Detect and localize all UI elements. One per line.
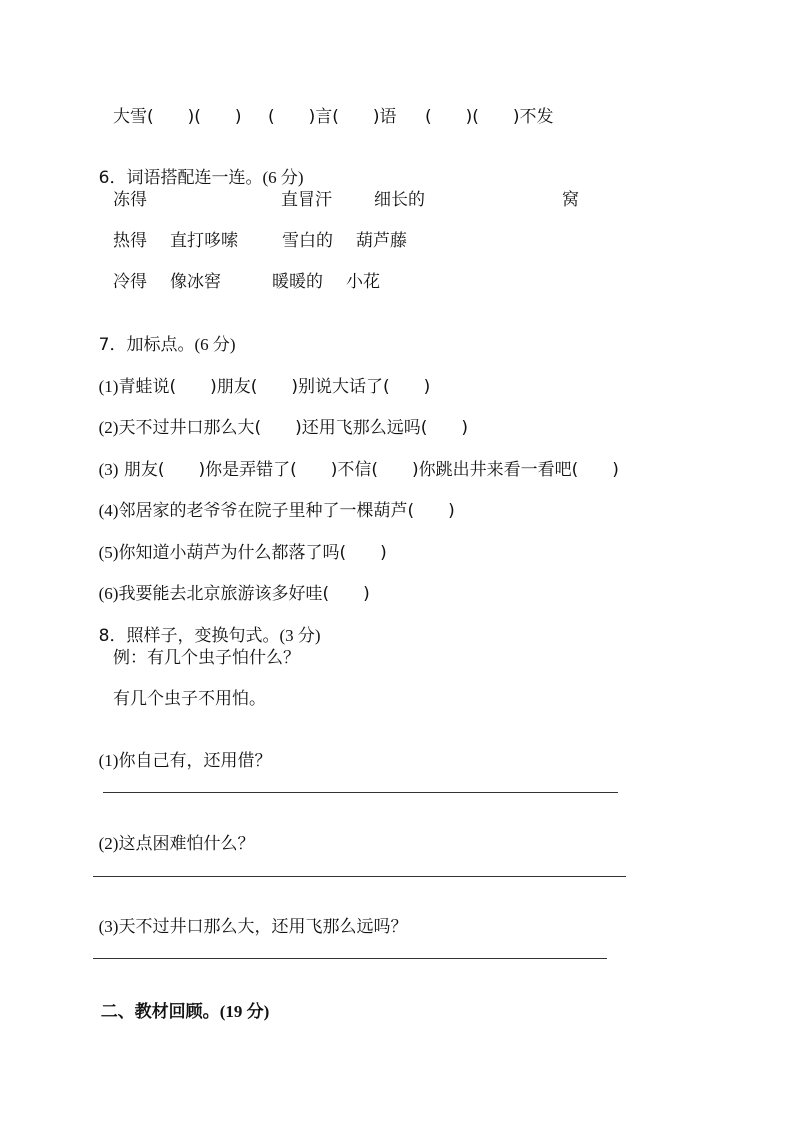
match-word[interactable]: 窝 <box>562 190 579 210</box>
item-number: (6) <box>98 584 119 603</box>
question-score: (6 分) <box>194 335 236 354</box>
match-word[interactable]: 冷得 <box>113 272 147 292</box>
match-word[interactable]: 细长的 <box>374 190 425 210</box>
match-word[interactable]: 雪白的 <box>282 231 333 251</box>
item-text: 邻居家的老爷爷在院子里种了一棵葫芦( ) <box>118 501 455 521</box>
question-score: (6 分) <box>262 168 304 187</box>
section-score: (19 分) <box>219 1002 270 1021</box>
item-number: (1) <box>98 377 119 396</box>
item-text: 朋友( )你是弄错了( )不信( )你跳出井来看一看吧( ) <box>118 460 619 480</box>
answer-line[interactable] <box>103 792 618 793</box>
match-word[interactable]: 葫芦藤 <box>356 231 407 251</box>
item-text: 我要能去北京旅游该多好哇( ) <box>118 584 370 604</box>
example-sentence: 例：有几个虫子怕什么？ <box>113 648 300 668</box>
item-number: (4) <box>98 501 119 520</box>
item-text: 你自己有，还用借？ <box>118 751 272 771</box>
match-word[interactable]: 像冰窖 <box>170 272 221 292</box>
item-number: (2) <box>98 418 119 437</box>
section-title <box>77 982 269 1042</box>
question-title <box>77 148 304 208</box>
answer-line[interactable] <box>93 958 607 959</box>
item-text: 天不过井口那么大( )还用飞那么远吗( ) <box>118 418 468 438</box>
fill-in-segment[interactable]: ( )( )不发 <box>425 107 554 127</box>
match-word[interactable]: 热得 <box>113 231 147 251</box>
item-number: (5) <box>98 543 119 562</box>
match-word[interactable]: 直打哆嗦 <box>170 231 238 251</box>
question-score: (3 分) <box>279 626 321 645</box>
item-text: 这点困难怕什么？ <box>118 834 255 854</box>
question-title-text: 6．词语搭配连一连。 <box>98 168 263 188</box>
item-text: 你知道小葫芦为什么都落了吗( ) <box>118 543 387 563</box>
rewrite-item <box>77 897 407 957</box>
rewrite-item <box>77 731 271 791</box>
rewrite-item <box>77 814 254 874</box>
question-title-text: 7．加标点。 <box>98 335 195 355</box>
fill-in-segment[interactable]: 大雪( )( ) <box>113 107 242 127</box>
item-text: 天不过井口那么大，还用飞那么远吗？ <box>118 917 408 937</box>
match-word[interactable]: 冻得 <box>113 190 147 210</box>
match-word[interactable]: 暖暖的 <box>272 272 323 292</box>
match-word[interactable]: 直冒汗 <box>281 190 332 210</box>
section-title-text: 二、教材回顾。 <box>100 1002 220 1022</box>
item-number: (1) <box>98 751 119 770</box>
item-number: (3) <box>98 460 119 479</box>
item-number: (2) <box>98 834 119 853</box>
example-sentence: 有几个虫子不用怕。 <box>113 689 266 709</box>
item-number: (3) <box>98 917 119 936</box>
fill-in-segment[interactable]: ( )言( )语 <box>268 107 397 127</box>
question-title-text: 8．照样子，变换句式。 <box>98 626 280 646</box>
match-word[interactable]: 小花 <box>346 272 380 292</box>
item-text: 青蛙说( )朋友( )别说大话了( ) <box>118 377 431 397</box>
answer-line[interactable] <box>93 876 626 877</box>
